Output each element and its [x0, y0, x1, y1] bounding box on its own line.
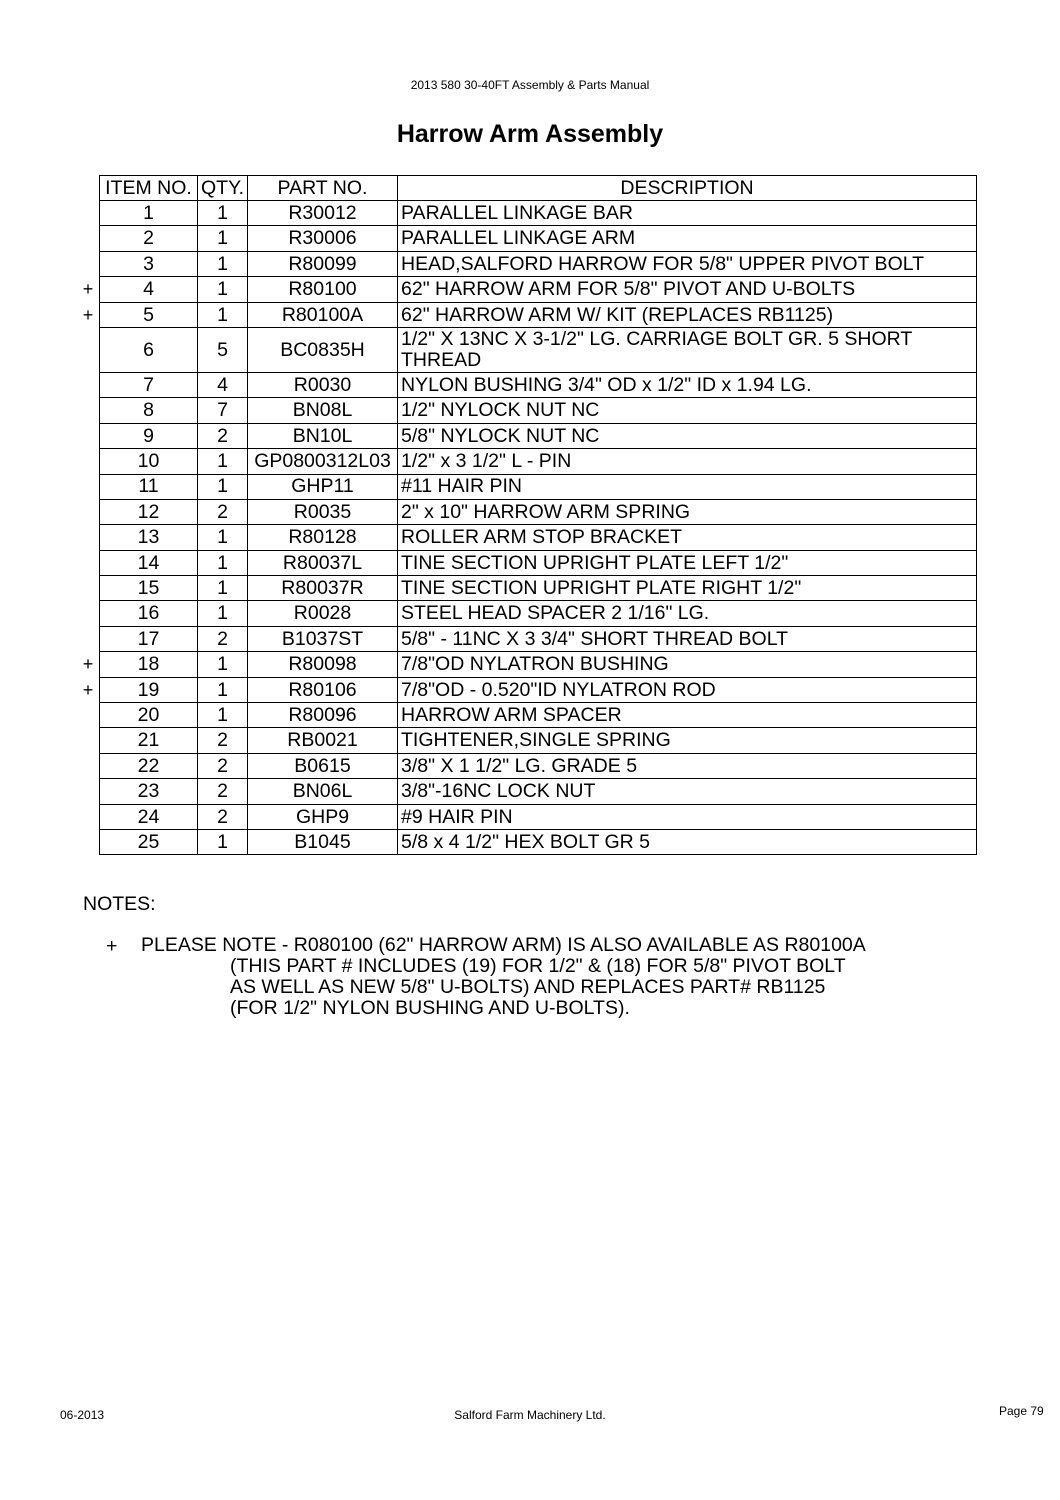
cell-qty: 1 — [198, 601, 248, 626]
note-line: AS WELL AS NEW 5/8" U-BOLTS) AND REPLACES PART# RB1125 — [230, 976, 826, 998]
cell-part-no: B1037ST — [248, 626, 398, 651]
cell-qty: 1 — [198, 525, 248, 550]
column-header-description: DESCRIPTION — [398, 176, 977, 201]
cell-item-no: 15 — [100, 576, 198, 601]
cell-part-no: BN08L — [248, 398, 398, 423]
cell-item-no: 10 — [100, 449, 198, 474]
table-row — [100, 804, 977, 829]
cell-part-no: GHP11 — [248, 474, 398, 499]
table-row — [100, 753, 977, 778]
cell-qty: 2 — [198, 626, 248, 651]
cell-qty: 1 — [198, 576, 248, 601]
row-marker: + — [82, 654, 94, 675]
cell-part-no: R80096 — [248, 703, 398, 728]
table-row — [100, 499, 977, 524]
cell-part-no: B1045 — [248, 829, 398, 854]
cell-part-no: BN06L — [248, 779, 398, 804]
footer-date: 06-2013 — [60, 1408, 105, 1422]
cell-description: 1/2" X 13NC X 3-1/2" LG. CARRIAGE BOLT GR. 5 SHORT THREAD — [398, 327, 977, 372]
cell-item-no: 25 — [100, 829, 198, 854]
cell-description: 3/8"-16NC LOCK NUT — [398, 779, 977, 804]
cell-part-no: R80037R — [248, 576, 398, 601]
cell-description: HARROW ARM SPACER — [398, 703, 977, 728]
cell-description: 1/2" NYLOCK NUT NC — [398, 398, 977, 423]
cell-description: STEEL HEAD SPACER 2 1/16" LG. — [398, 601, 977, 626]
cell-description: ROLLER ARM STOP BRACKET — [398, 525, 977, 550]
cell-qty: 1 — [198, 277, 248, 302]
cell-description: #9 HAIR PIN — [398, 804, 977, 829]
manual-title: 2013 580 30-40FT Assembly & Parts Manual — [410, 78, 650, 92]
table-row — [100, 474, 977, 499]
cell-part-no: R80099 — [248, 251, 398, 276]
table-row — [100, 201, 977, 226]
cell-item-no: 1 — [100, 201, 198, 226]
cell-description: PARALLEL LINKAGE ARM — [398, 226, 977, 251]
cell-description: 3/8" X 1 1/2" LG. GRADE 5 — [398, 753, 977, 778]
cell-qty: 2 — [198, 728, 248, 753]
cell-item-no: 24 — [100, 804, 198, 829]
table-row — [100, 449, 977, 474]
cell-part-no: RB0021 — [248, 728, 398, 753]
cell-qty: 4 — [198, 372, 248, 397]
cell-qty: 1 — [198, 550, 248, 575]
cell-qty: 1 — [198, 251, 248, 276]
cell-part-no: GP0800312L03 — [248, 449, 398, 474]
cell-qty: 1 — [198, 829, 248, 854]
footer-page-number: Page 79 — [999, 1404, 1044, 1418]
table-row — [100, 525, 977, 550]
table-row — [100, 728, 977, 753]
table-row — [100, 398, 977, 423]
cell-item-no: 4 — [100, 277, 198, 302]
cell-item-no: 13 — [100, 525, 198, 550]
cell-part-no: R30012 — [248, 201, 398, 226]
notes-label: NOTES: — [83, 893, 156, 915]
cell-description: 2" x 10" HARROW ARM SPRING — [398, 499, 977, 524]
table-row — [100, 226, 977, 251]
cell-item-no: 2 — [100, 226, 198, 251]
table-row — [100, 626, 977, 651]
cell-item-no: 21 — [100, 728, 198, 753]
table-header-row — [100, 176, 977, 201]
cell-item-no: 16 — [100, 601, 198, 626]
cell-description: 7/8"OD NYLATRON BUSHING — [398, 652, 977, 677]
table-row — [100, 779, 977, 804]
note-marker: + — [106, 935, 118, 957]
cell-item-no: 6 — [100, 327, 198, 372]
cell-description: 62" HARROW ARM FOR 5/8" PIVOT AND U-BOLTS — [398, 277, 977, 302]
cell-part-no: R80098 — [248, 652, 398, 677]
cell-qty: 2 — [198, 779, 248, 804]
table-row — [100, 652, 977, 677]
cell-part-no: R80128 — [248, 525, 398, 550]
table-row — [100, 829, 977, 854]
cell-item-no: 14 — [100, 550, 198, 575]
cell-item-no: 9 — [100, 423, 198, 448]
cell-description: 1/2" x 3 1/2" L - PIN — [398, 449, 977, 474]
row-marker: + — [82, 279, 94, 300]
table-row — [100, 251, 977, 276]
page-title: Harrow Arm Assembly — [396, 120, 664, 148]
table-row — [100, 372, 977, 397]
cell-part-no: R0028 — [248, 601, 398, 626]
row-marker: + — [82, 679, 94, 700]
cell-qty: 2 — [198, 753, 248, 778]
cell-qty: 2 — [198, 423, 248, 448]
cell-qty: 2 — [198, 804, 248, 829]
column-header-part-no: PART NO. — [248, 176, 398, 201]
table-row — [100, 703, 977, 728]
cell-part-no: R30006 — [248, 226, 398, 251]
table-row — [100, 601, 977, 626]
table-row — [100, 576, 977, 601]
cell-description: 7/8"OD - 0.520"ID NYLATRON ROD — [398, 677, 977, 702]
cell-qty: 1 — [198, 226, 248, 251]
cell-description: 5/8 x 4 1/2" HEX BOLT GR 5 — [398, 829, 977, 854]
cell-part-no: R80106 — [248, 677, 398, 702]
cell-item-no: 20 — [100, 703, 198, 728]
cell-item-no: 17 — [100, 626, 198, 651]
cell-qty: 1 — [198, 201, 248, 226]
note-line: (FOR 1/2" NYLON BUSHING AND U-BOLTS). — [230, 997, 630, 1019]
cell-description: NYLON BUSHING 3/4" OD x 1/2" ID x 1.94 LG. — [398, 372, 977, 397]
cell-item-no: 5 — [100, 302, 198, 327]
cell-description: 62" HARROW ARM W/ KIT (REPLACES RB1125) — [398, 302, 977, 327]
cell-item-no: 8 — [100, 398, 198, 423]
cell-qty: 1 — [198, 652, 248, 677]
cell-part-no: BC0835H — [248, 327, 398, 372]
cell-part-no: BN10L — [248, 423, 398, 448]
note-text — [141, 935, 866, 1019]
cell-part-no: R80100 — [248, 277, 398, 302]
cell-part-no: R0030 — [248, 372, 398, 397]
cell-qty: 1 — [198, 677, 248, 702]
table-row — [100, 327, 977, 372]
cell-qty: 1 — [198, 474, 248, 499]
cell-part-no: R80037L — [248, 550, 398, 575]
table-row — [100, 302, 977, 327]
table-row — [100, 423, 977, 448]
cell-part-no: R80100A — [248, 302, 398, 327]
table-row — [100, 277, 977, 302]
cell-item-no: 3 — [100, 251, 198, 276]
column-header-item-no: ITEM NO. — [100, 176, 198, 201]
cell-part-no: R0035 — [248, 499, 398, 524]
cell-item-no: 11 — [100, 474, 198, 499]
cell-description: TINE SECTION UPRIGHT PLATE RIGHT 1/2" — [398, 576, 977, 601]
cell-item-no: 7 — [100, 372, 198, 397]
cell-item-no: 22 — [100, 753, 198, 778]
cell-qty: 1 — [198, 703, 248, 728]
cell-description: TINE SECTION UPRIGHT PLATE LEFT 1/2" — [398, 550, 977, 575]
cell-qty: 1 — [198, 449, 248, 474]
cell-description: 5/8" - 11NC X 3 3/4" SHORT THREAD BOLT — [398, 626, 977, 651]
cell-item-no: 18 — [100, 652, 198, 677]
row-marker: + — [82, 304, 94, 325]
footer-company: Salford Farm Machinery Ltd. — [454, 1408, 606, 1422]
note-line: PLEASE NOTE - R080100 (62" HARROW ARM) IS ALSO AVAILABLE AS R80100A — [141, 934, 866, 956]
parts-table — [99, 175, 977, 855]
cell-item-no: 23 — [100, 779, 198, 804]
cell-qty: 2 — [198, 499, 248, 524]
cell-item-no: 12 — [100, 499, 198, 524]
table-row — [100, 677, 977, 702]
cell-description: TIGHTENER,SINGLE SPRING — [398, 728, 977, 753]
cell-part-no: GHP9 — [248, 804, 398, 829]
cell-description: 5/8" NYLOCK NUT NC — [398, 423, 977, 448]
note-line: (THIS PART # INCLUDES (19) FOR 1/2" & (18) FOR 5/8" PIVOT BOLT — [230, 955, 846, 977]
cell-description: HEAD,SALFORD HARROW FOR 5/8" UPPER PIVOT BOLT — [398, 251, 977, 276]
cell-description: PARALLEL LINKAGE BAR — [398, 201, 977, 226]
parts-table-container — [82, 175, 976, 855]
cell-item-no: 19 — [100, 677, 198, 702]
cell-qty: 7 — [198, 398, 248, 423]
cell-qty: 1 — [198, 302, 248, 327]
cell-description: #11 HAIR PIN — [398, 474, 977, 499]
table-row — [100, 550, 977, 575]
column-header-qty: QTY. — [198, 176, 248, 201]
cell-qty: 5 — [198, 327, 248, 372]
cell-part-no: B0615 — [248, 753, 398, 778]
